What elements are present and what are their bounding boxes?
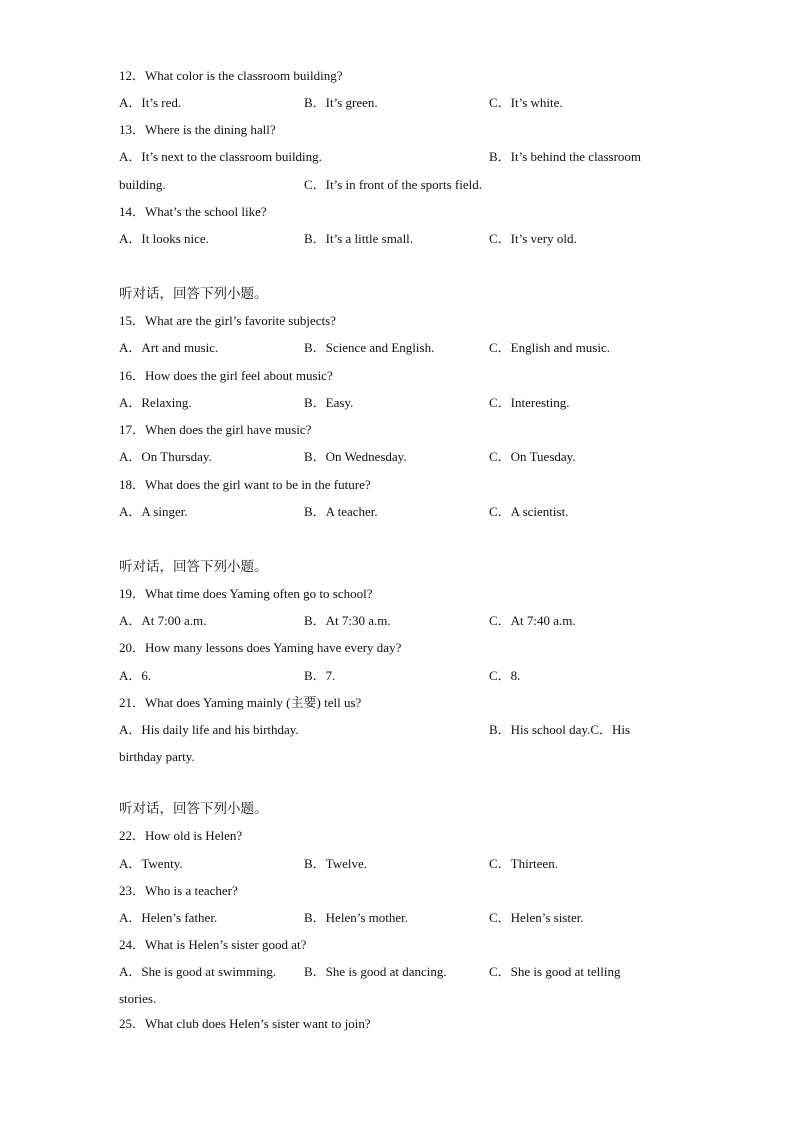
section-heading-4: 听对话，回答下列小题。 xyxy=(119,801,268,816)
q20-option-b: B．7. xyxy=(304,668,336,683)
q17-option-b: B．On Wednesday. xyxy=(304,449,407,464)
q20-option-c: C．8. xyxy=(489,668,521,683)
q15-option-a: A．Art and music. xyxy=(119,340,219,355)
q19-option-c: C．At 7:40 a.m. xyxy=(489,613,576,628)
q14-option-a: A．It looks nice. xyxy=(119,231,209,246)
q14-option-c: C．It’s very old. xyxy=(489,231,577,246)
question-15: 15．What are the girl’s favorite subjects? xyxy=(119,313,336,328)
q13-option-a: A．It’s next to the classroom building. xyxy=(119,149,322,164)
q23-option-c: C．Helen’s sister. xyxy=(489,910,584,925)
q15-option-c: C．English and music. xyxy=(489,340,610,355)
q14-option-b: B．It’s a little small. xyxy=(304,231,414,246)
question-18: 18．What does the girl want to be in the future? xyxy=(119,477,371,492)
q24-option-c: C．She is good at telling xyxy=(489,964,621,979)
question-21: 21．What does Yaming mainly (主要) tell us? xyxy=(119,695,362,710)
question-19: 19．What time does Yaming often go to school? xyxy=(119,586,373,601)
question-24: 24．What is Helen’s sister good at? xyxy=(119,937,307,952)
question-23: 23．Who is a teacher? xyxy=(119,883,238,898)
question-12: 12．What color is the classroom building? xyxy=(119,68,343,83)
q23-option-a: A．Helen’s father. xyxy=(119,910,218,925)
section-heading-2: 听对话，回答下列小题。 xyxy=(119,286,268,301)
question-17: 17．When does the girl have music? xyxy=(119,422,312,437)
q13-option-b: B．It’s behind the classroom xyxy=(489,149,642,164)
q18-option-a: A．A singer. xyxy=(119,504,188,519)
question-22: 22．How old is Helen? xyxy=(119,828,243,843)
q19-option-a: A．At 7:00 a.m. xyxy=(119,613,207,628)
q22-option-b: B．Twelve. xyxy=(304,856,367,871)
q17-option-c: C．On Tuesday. xyxy=(489,449,576,464)
q12-option-a: A．It’s red. xyxy=(119,95,182,110)
q21-option-a: A．His daily life and his birthday. xyxy=(119,722,299,737)
q13-option-c: C．It’s in front of the sports field. xyxy=(304,177,483,192)
q15-option-b: B．Science and English. xyxy=(304,340,435,355)
q21-option-b-c: B．His school day.C．His xyxy=(489,722,631,737)
q24-option-b: B．She is good at dancing. xyxy=(304,964,447,979)
question-20: 20．How many lessons does Yaming have every day? xyxy=(119,640,402,655)
q16-option-b: B．Easy. xyxy=(304,395,354,410)
q24-option-a: A．She is good at swimming. xyxy=(119,964,277,979)
question-25: 25．What club does Helen’s sister want to join? xyxy=(119,1016,371,1031)
q20-option-a: A．6. xyxy=(119,668,152,683)
question-14: 14．What’s the school like? xyxy=(119,204,267,219)
q12-option-b: B．It’s green. xyxy=(304,95,378,110)
q13-option-b-cont: building. xyxy=(119,177,166,192)
q16-option-a: A．Relaxing. xyxy=(119,395,192,410)
q22-option-c: C．Thirteen. xyxy=(489,856,558,871)
q19-option-b: B．At 7:30 a.m. xyxy=(304,613,391,628)
question-13: 13．Where is the dining hall? xyxy=(119,122,276,137)
q18-option-b: B．A teacher. xyxy=(304,504,378,519)
q12-option-c: C．It’s white. xyxy=(489,95,563,110)
q17-option-a: A．On Thursday. xyxy=(119,449,212,464)
q23-option-b: B．Helen’s mother. xyxy=(304,910,408,925)
q21-option-c-cont: birthday party. xyxy=(119,749,195,764)
section-heading-3: 听对话，回答下列小题。 xyxy=(119,559,268,574)
q18-option-c: C．A scientist. xyxy=(489,504,569,519)
q24-option-c-cont: stories. xyxy=(119,991,157,1006)
question-16: 16．How does the girl feel about music? xyxy=(119,368,333,383)
q22-option-a: A．Twenty. xyxy=(119,856,183,871)
q16-option-c: C．Interesting. xyxy=(489,395,570,410)
